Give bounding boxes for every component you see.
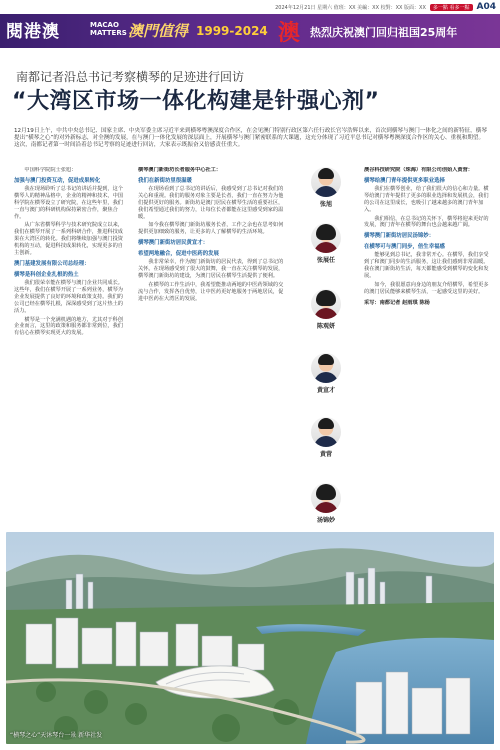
paragraph: 我在现场聆听了总书记的讲话并提到，这个横琴人的精神品格中，企业的精神和技术，中国科学院在横琴设立了研究院，在这些年里，我们一直与澳门的科研机构保持紧密合作，聚焦合作。 xyxy=(14,185,123,220)
portrait xyxy=(298,167,354,208)
paragraph: 能够见到总书记，我非常开心。在横琴，我们享受到了和澳门同步的生活服务，这让我们感到非常温暖。我在澳门新街坊生活，每天都能感受到横琴的变化和发展。 xyxy=(364,252,489,280)
portrait-name: 黄营 xyxy=(319,451,332,458)
skyline-illustration xyxy=(6,532,494,744)
section-heading: 横琴是科创企业扎根的热土 xyxy=(14,271,79,278)
article-column-1 xyxy=(14,167,128,527)
macao-line: MACAO xyxy=(90,21,119,29)
section-pill: 多一點 看多一點 xyxy=(430,4,473,11)
portrait xyxy=(298,417,354,458)
portrait-photo xyxy=(311,353,341,383)
section-heading: 在横琴可与澳门同步，倍生幸福感 xyxy=(364,244,445,251)
portrait xyxy=(298,289,354,330)
article-column-3 xyxy=(364,167,492,522)
portrait-photo xyxy=(311,223,341,253)
top-meta-line xyxy=(200,2,496,12)
macao-matters-logo xyxy=(90,21,127,37)
paragraph: 我们很荣幸能在横琴与澳门企业共同成长。这些年，我们在横琴开展了一系列业务，横琴为企业发展提供了良好的环境和政策支持。我们的公司已经在横琴扎根，深深感受到了这片热土的活力。 xyxy=(14,279,123,314)
issue-meta: 2024年12月21日 星期六 值班：XX 美編：XX 校對：XX 版面：XX xyxy=(275,4,426,11)
slogan-logo: 澳門值得 xyxy=(128,22,189,40)
paragraph: 中国科学院院士张旭： xyxy=(24,167,77,173)
section-heading: 横琴给澳门青年提供更多职业选择 xyxy=(364,177,445,184)
paragraph: 从广东省横琴科学与技术研究院成立以来，我们在横琴开展了一系列科研合作，推进科技成果在大湾区的转化。我们将继续加强与澳门投资机构的互动，促进科技成果转化，实现更多的自主创新。 xyxy=(14,222,123,257)
paragraph: 在横琴的工作生活中，我希望能推动两地的中医药领域的交流与合作，发挥各自优势，让中医药更好地服务于两地居民，促进中医药在大湾区的发展。 xyxy=(138,281,284,302)
interviewee-intro: 澳谷科技研究院（珠海）有限公司创始人黄营： xyxy=(364,167,473,173)
portrait-name: 陈观妍 xyxy=(316,323,335,330)
portrait xyxy=(298,223,354,264)
interviewee-portraits xyxy=(298,167,354,537)
article-subtitle: 南都记者沿总书记考察横琴的足迹进行回访 xyxy=(16,70,245,84)
section-heading: 横琴澳门新街坊居民汤锦妙： xyxy=(364,233,435,240)
portrait-photo xyxy=(311,483,341,513)
portrait xyxy=(298,483,354,524)
paragraph: 我们相信，在总书记的关怀下，横琴将迎来更好的发展，澳门青年在横琴的舞台也会越来越广阔。 xyxy=(364,215,489,229)
paragraph: 横琴是一个充满机遇的地方，尤其对于科创企业而言，这里的政策和服务都非常到位，我们有信心在横琴实现更大的发展。 xyxy=(14,316,123,337)
article-lead: 12月19日上午，中共中央总书记、国家主席、中央军委主席习近平来到横琴粤澳深度合作区，在会见澳门特别行政区第六任行政长官岑浩辉以来，首次到横琴与澳门一体化之间的新特征，横琴提出“横琴之心”的对外新标志，对全澳的发展，在与澳门一体化发展的深层面上，开展横琴与澳门紧密联系的大课题，这充分体现了习近平总书记对横琴粤澳深度合作区的关心、重视和期望。这次，南都记者第一时间沿着总书记考察的足迹进行回访，大家表示既振奋又倍感责任重大。 xyxy=(14,128,487,149)
paragraph: 我非常荣幸，作为澳门新街坊的居民代表，得到了总书记的关怀。在现场感受到了很大的鼓舞，我一直在关注横琴的发展，横琴澳门新街坊的建设，为澳门居民在横琴生活提供了便利。 xyxy=(138,259,284,280)
portrait-name: 张展任 xyxy=(316,257,335,264)
section-heading: 我们在新街坊里很温暖 xyxy=(138,177,192,184)
celebrate-text: 热烈庆祝澳门回归祖国25周年 xyxy=(310,26,458,39)
anniversary-years: 1999-2024 xyxy=(196,24,268,38)
hengqin-skyline-photo xyxy=(6,532,494,744)
portrait-name: 张旭 xyxy=(319,201,332,208)
section-heading: 加强与澳门投资互动，促进成果转化 xyxy=(14,177,101,184)
portrait-name: 汤锦妙 xyxy=(316,517,335,524)
portrait-photo xyxy=(311,167,341,197)
macao-glyph-logo: 澳 xyxy=(278,20,301,46)
portrait xyxy=(298,353,354,394)
byline: 采写：南都记者 赵雨琪 陈杨 xyxy=(364,299,430,306)
article-headline: “大湾区市场一体化构建是针强心剂” xyxy=(12,89,380,114)
photo-caption: “横琴之心”天沐琴台一景 新华社发 xyxy=(10,732,103,739)
matters-line: MATTERS xyxy=(90,29,127,37)
section-heading: 希望两地融合，促进中医药的发展 xyxy=(138,251,219,258)
paragraph: 如今，我很愿意向身边的朋友介绍横琴，希望更多的澳门居民能够来横琴生活，一起感受这里的美好。 xyxy=(364,281,489,295)
interviewee-intro: 横琴澳门新街坊长者服务中心社工： xyxy=(138,167,222,173)
article-column-2 xyxy=(138,167,286,527)
page-number: A04 xyxy=(476,2,496,12)
portrait-photo xyxy=(311,289,341,319)
brand-title: 閱港澳 xyxy=(6,22,60,42)
section-banner xyxy=(0,14,500,48)
section-heading: 横琴澳门新街坊居民黄宣才： xyxy=(138,240,209,247)
section-heading: 澳门基建发展有限公司总经理： xyxy=(14,260,90,267)
paragraph: 在现场看到了总书记的讲话后，我感受到了总书记对我们的关心和重视。我们的服务对象主要是长者，我们一直在努力为他们提供更好的服务。新街坊是澳门居民在横琴生活的重要社区，我们希望通过我们的努力，让每位长者都能在这里感受到家的温暖。 xyxy=(138,185,284,220)
portrait-name: 黄宣才 xyxy=(316,387,335,394)
paragraph: 我们在横琴创业，给了我们很大的信心和力量。横琴给澳门青年提供了更多的职业选择和发展机会，我们的公司在这里成长，也吸引了越来越多的澳门青年加入。 xyxy=(364,185,489,213)
portrait-photo xyxy=(311,417,341,447)
paragraph: 如今我在横琴澳门新街坊服务长者，工作之余也在思考如何提供更加细致的服务，让更多的人了解横琴的生活环境。 xyxy=(138,222,284,236)
